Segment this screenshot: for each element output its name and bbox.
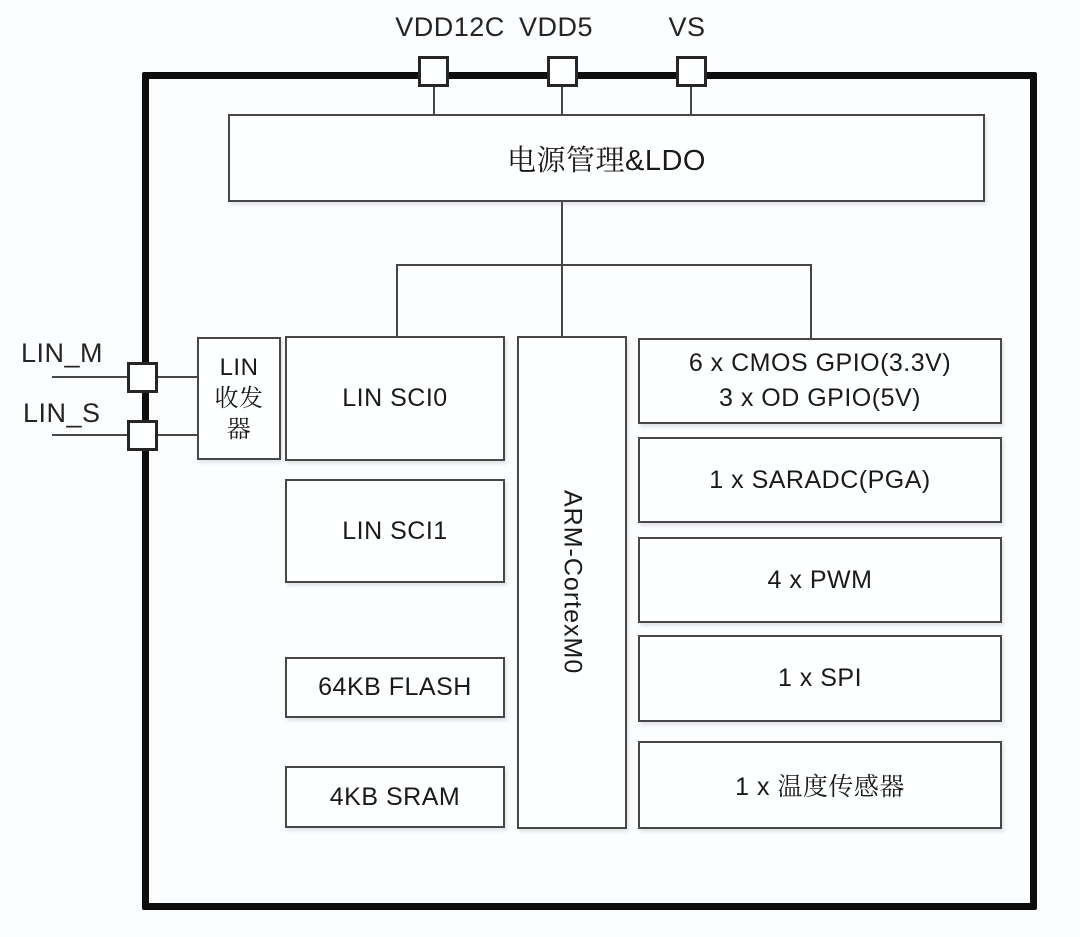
connector-lin-m-wire <box>52 376 197 378</box>
block-lin-sci1 <box>285 479 505 583</box>
block-saradc-label: 1 x SARADC(PGA) <box>709 465 931 494</box>
block-pwm-label: 4 x PWM <box>767 565 873 594</box>
pin-vs <box>676 56 707 87</box>
lin-transceiver-line2: 收发 <box>214 384 264 412</box>
block-power-mgmt <box>228 114 985 202</box>
connector-lin-s-wire <box>52 434 197 436</box>
block-power-mgmt-label: 电源管理&LDO <box>507 144 706 177</box>
connector-bus-horizontal <box>396 264 812 266</box>
block-sram-label: 4KB SRAM <box>329 782 461 811</box>
block-lin-sci0 <box>285 336 505 461</box>
block-cpu-label: ARM-CortexM0 <box>558 490 587 675</box>
block-lin-sci0-label: LIN SCI0 <box>342 384 448 412</box>
pin-label-lin-m: LIN_M <box>21 338 104 368</box>
block-flash <box>285 657 505 718</box>
pin-lin-s <box>127 420 158 451</box>
block-temp-sensor-label: 1 x 温度传感器 <box>735 773 905 801</box>
connector-bus-to-lin-sci0 <box>396 264 398 337</box>
pin-label-vs: VS <box>668 12 706 42</box>
block-sram <box>285 766 505 828</box>
gpio-line2: 3 x OD GPIO(5V) <box>719 384 921 412</box>
block-spi <box>638 635 1002 722</box>
lin-transceiver-line1: LIN <box>219 353 259 381</box>
block-pwm <box>638 537 1002 623</box>
connector-power-to-cpu <box>561 202 563 337</box>
block-saradc <box>638 437 1002 523</box>
block-flash-label: 64KB FLASH <box>318 673 472 701</box>
pin-label-vdd5: VDD5 <box>518 12 594 42</box>
block-lin-transceiver-label <box>215 352 264 446</box>
gpio-line1: 6 x CMOS GPIO(3.3V) <box>688 349 952 377</box>
block-lin-sci1-label: LIN SCI1 <box>342 516 448 545</box>
connector-bus-to-gpio <box>810 264 812 339</box>
block-gpio-label <box>689 346 951 416</box>
connector-vs-stub <box>690 85 692 115</box>
block-lin-transceiver <box>197 337 281 460</box>
block-spi-label: 1 x SPI <box>777 664 863 692</box>
pin-vdd12c <box>418 56 449 87</box>
pin-vdd5 <box>547 56 578 87</box>
connector-vdd5-stub <box>561 85 563 115</box>
pin-label-lin-s: LIN_S <box>23 398 101 428</box>
block-temp-sensor <box>638 741 1002 829</box>
lin-transceiver-line3: 器 <box>226 416 252 444</box>
block-gpio <box>638 338 1002 424</box>
connector-vdd12c-stub <box>433 85 435 115</box>
block-cpu <box>517 336 627 829</box>
pin-lin-m <box>127 362 158 393</box>
pin-label-vdd12c: VDD12C <box>395 12 505 42</box>
